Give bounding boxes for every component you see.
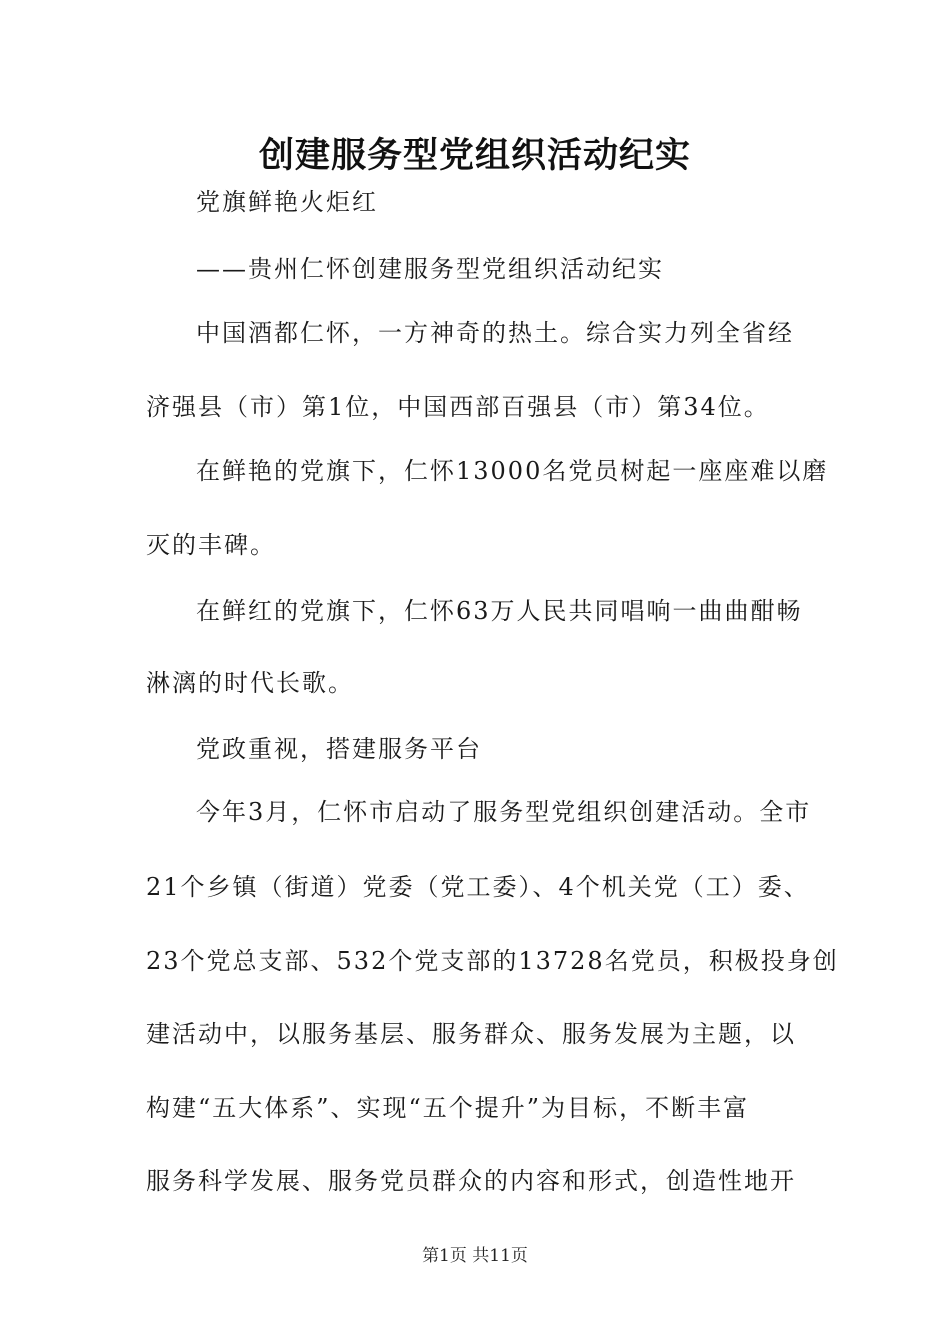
paragraph-line: 今年3月，仁怀市启动了服务型党组织创建活动。全市 [196,798,812,826]
paragraph-line: 中国酒都仁怀，一方神奇的热土。综合实力列全省经 [196,319,794,347]
page-footer: 第1页 共11页 [422,1246,528,1266]
paragraph-line: 建活动中，以服务基层、服务群众、服务发展为主题，以 [146,1020,796,1048]
subheading-line: ——贵州仁怀创建服务型党组织活动纪实 [196,255,664,283]
paragraph-line: 服务科学发展、服务党员群众的内容和形式，创造性地开 [146,1167,796,1195]
document-title: 创建服务型党组织活动纪实 [258,135,691,176]
subtitle-line: 党旗鲜艳火炬红 [196,188,378,216]
paragraph-line: 淋漓的时代长歌。 [146,669,354,697]
paragraph-line: 济强县（市）第1位，中国西部百强县（市）第34位。 [146,393,770,421]
section-heading: 党政重视，搭建服务平台 [196,735,482,763]
paragraph-line: 21个乡镇（街道）党委（党工委）、4个机关党（工）委、 [146,873,810,901]
paragraph-line: 在鲜红的党旗下，仁怀63万人民共同唱响一曲曲酣畅 [196,597,803,625]
paragraph-line: 灭的丰碑。 [146,531,276,559]
paragraph-line: 在鲜艳的党旗下，仁怀13000名党员树起一座座难以磨 [196,457,829,485]
paragraph-line: 构建“五大体系”、实现“五个提升”为目标，不断丰富 [146,1094,750,1122]
paragraph-line: 23个党总支部、532个党支部的13728名党员，积极投身创 [146,947,839,975]
